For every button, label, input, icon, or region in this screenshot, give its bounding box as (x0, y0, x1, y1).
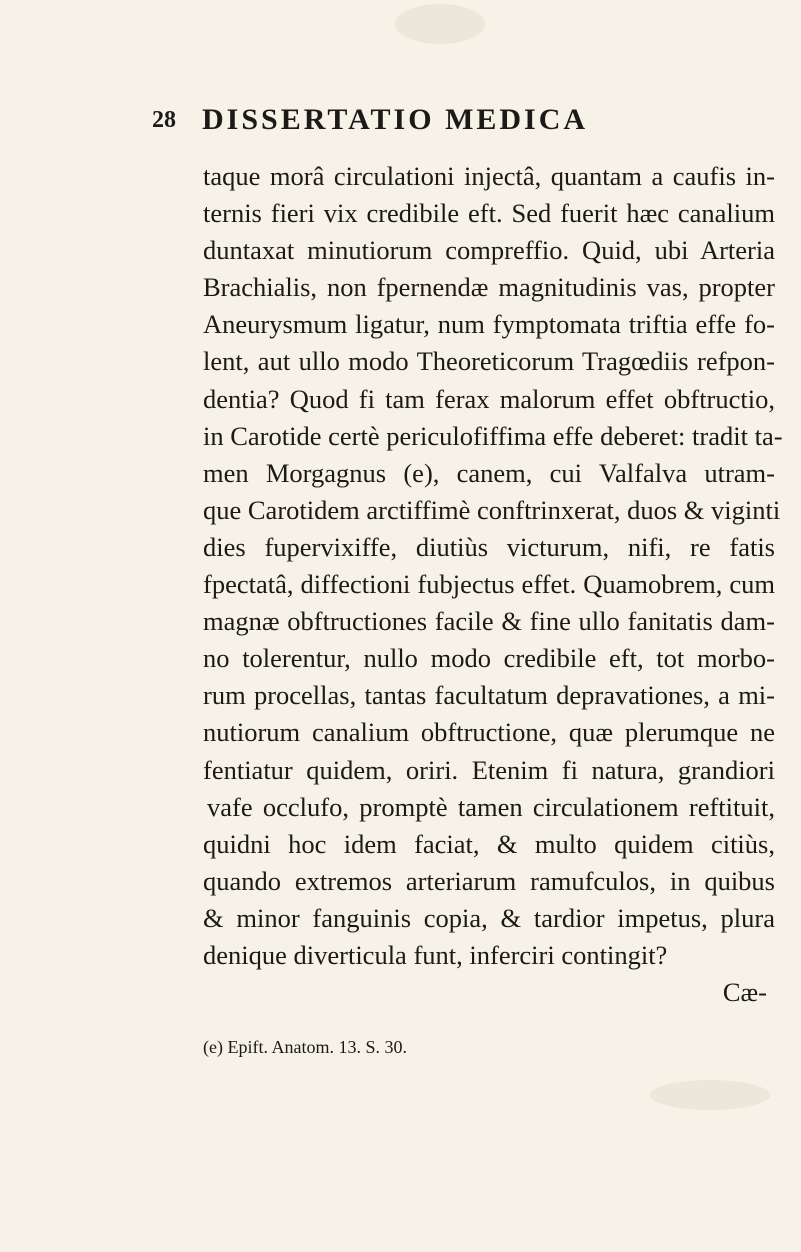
text-line: que Carotidem arctiffimè conftrinxerat, duos & viginti (203, 494, 781, 525)
text-line: vafe occlufo, promptè tamen circulationem reftituit, (207, 791, 775, 822)
footnote: (e) Epift. Anatom. 13. S. 30. (203, 1037, 407, 1057)
page-header (152, 103, 692, 147)
text-line: lent, aut ullo modo Theoreticorum Tragœdiis refpon- (203, 346, 775, 377)
text-line: quando extremos arteriarum ramufculos, in quibus (203, 865, 775, 896)
text-line: in Carotide certè periculofiffima effe deberet: tradit ta- (203, 420, 783, 451)
page-number: 28 (152, 107, 176, 133)
text-line: dentia? Quod fi tam ferax malorum effet obftructio, (203, 383, 775, 414)
paper-stain (395, 4, 485, 44)
body-text (203, 158, 783, 1011)
text-line: Brachialis, non fpernendæ magnitudinis vas, propter (203, 272, 775, 303)
text-line: fpectatâ, diffectioni fubjectus effet. Quamobrem, cum (203, 569, 775, 600)
text-line: Aneurysmum ligatur, num fymptomata triftia effe fo- (203, 309, 775, 340)
text-line: fentiatur quidem, oriri. Etenim fi natura, grandiori (203, 754, 775, 785)
catchword: Cæ- (722, 977, 767, 1008)
text-line: no tolerentur, nullo modo credibile eft, tot morbo- (203, 643, 775, 674)
text-line: ternis fieri vix credibile eft. Sed fuerit hæc canalium (203, 198, 775, 229)
running-title: DISSERTATIO MEDICA (202, 103, 589, 136)
text-line: denique diverticula funt, inferciri contingit? (203, 939, 668, 970)
text-line: dies fupervixiffe, diutiùs victurum, nifi, re fatis (203, 531, 775, 562)
text-line: magnæ obftructiones facile & fine ullo fanitatis dam- (203, 606, 775, 637)
text-line: men Morgagnus (e), canem, cui Valfalva utram- (203, 457, 775, 488)
text-line: quidni hoc idem faciat, & multo quidem citiùs, (203, 828, 775, 859)
text-line: duntaxat minutiorum compreffio. Quid, ubi Arteria (203, 235, 775, 266)
text-line: taque morâ circulationi injectâ, quantam a caufis in- (203, 161, 775, 191)
text-line: nutiorum canalium obftructione, quæ plerumque ne (203, 717, 775, 748)
text-line: rum procellas, tantas facultatum depravationes, a mi- (203, 680, 775, 711)
text-line: & minor fanguinis copia, & tardior impetus, plura (203, 902, 775, 933)
paper-stain (650, 1080, 770, 1110)
